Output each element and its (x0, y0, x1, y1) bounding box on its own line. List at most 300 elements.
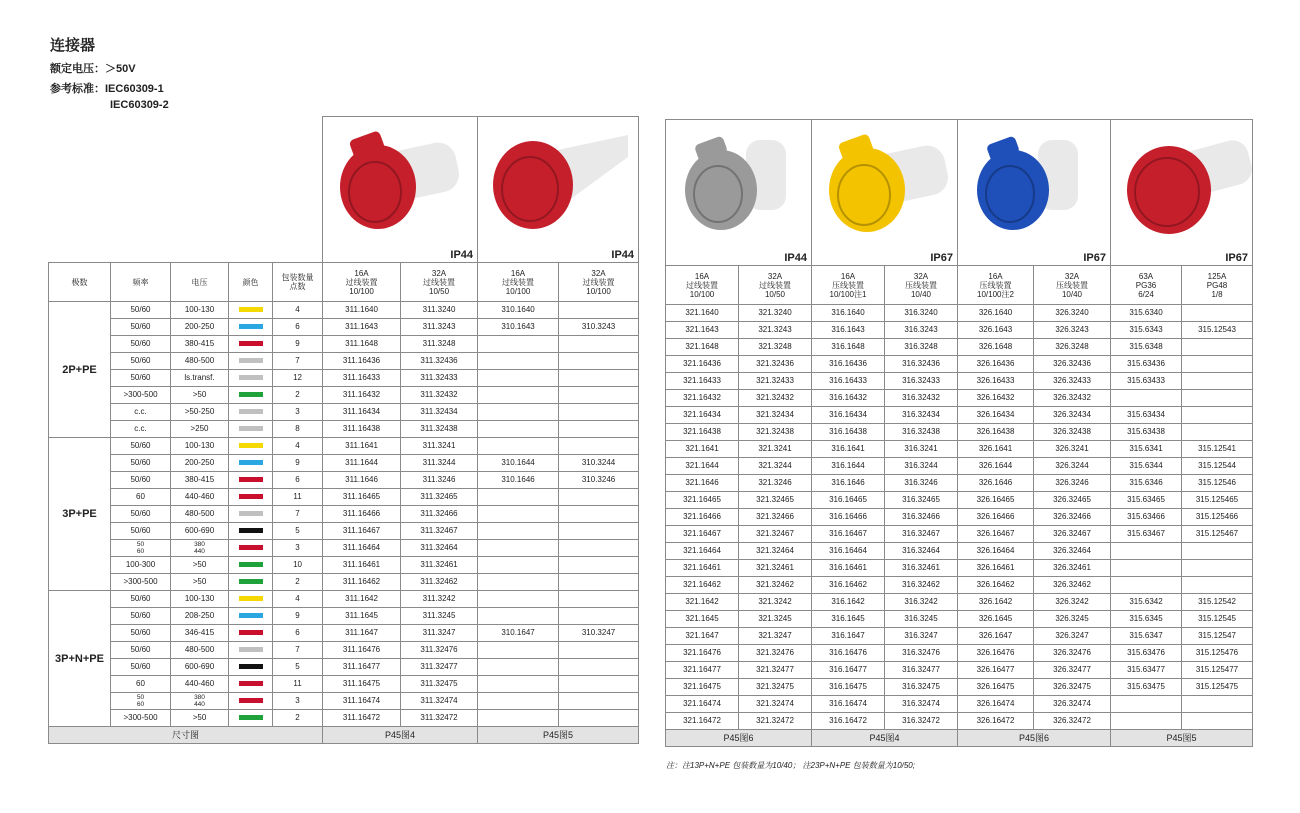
part-number-cell (559, 455, 639, 472)
part-number: 321.32476 (756, 648, 794, 657)
part-number-cell (812, 356, 885, 373)
part-number: 321.16436 (683, 359, 721, 368)
part-number-cell (401, 421, 478, 438)
cell-text: 11 (293, 679, 302, 688)
part-number: 326.32461 (1053, 563, 1091, 572)
color-swatch (239, 494, 263, 499)
part-number-cell (1034, 560, 1111, 577)
part-number: 321.3247 (758, 631, 792, 640)
ip-rating-label: IP44 (450, 249, 474, 261)
part-number-cell (958, 458, 1034, 475)
cell-text: 200-250 (184, 458, 215, 467)
part-number-cell (666, 611, 739, 628)
part-number: 315.6341 (1129, 444, 1163, 453)
frequency-cell (111, 336, 171, 353)
col-header-line: 10/100注2 (977, 289, 1014, 299)
part-number-cell (323, 472, 401, 489)
pole-group-label (49, 302, 111, 438)
pack-qty-cell (273, 574, 323, 591)
cell-text: 2 (295, 577, 300, 586)
voltage-cell (171, 591, 229, 608)
part-number: 316.32464 (902, 546, 940, 555)
table-row (49, 421, 639, 438)
color-cell (229, 591, 273, 608)
color-cell (229, 370, 273, 387)
part-number-cell (885, 577, 958, 594)
part-number: 326.1643 (978, 325, 1013, 334)
stacked-value: 380 440 (194, 694, 205, 708)
part-number-cell (323, 387, 401, 404)
frequency-cell (111, 557, 171, 574)
product-photo (666, 120, 812, 266)
part-number: 315.12541 (1198, 444, 1236, 453)
part-number: 321.32462 (756, 580, 794, 589)
part-number-cell (1111, 662, 1182, 679)
color-cell (229, 676, 273, 693)
table-row (49, 642, 639, 659)
table-row (666, 509, 1253, 526)
part-number-cell (1034, 713, 1111, 730)
part-number-cell (666, 560, 739, 577)
pole-group-text: 2P+PE (62, 363, 97, 376)
part-number-cell (1034, 543, 1111, 560)
part-number: 326.16465 (976, 495, 1015, 504)
color-cell (229, 455, 273, 472)
part-number-cell (1034, 696, 1111, 713)
part-number-cell (1182, 713, 1253, 730)
footer-text: P45图4 (385, 730, 416, 740)
part-number-cell (812, 526, 885, 543)
rated-voltage-line: 额定电压：＞50V (50, 63, 136, 75)
col-header-line: 10/100 (689, 289, 715, 299)
part-number: 316.16432 (829, 393, 867, 402)
part-number-cell (559, 693, 639, 710)
frequency-cell (111, 319, 171, 336)
table-row (49, 608, 639, 625)
col-header-voltage-text: 电压 (191, 277, 208, 287)
part-number-cell (958, 424, 1034, 441)
col-header-line: 32A (767, 271, 783, 281)
color-swatch (239, 596, 263, 601)
cell-text: 7 (295, 509, 300, 518)
part-number-cell (323, 489, 401, 506)
col-header-line: 过线装置 (759, 280, 791, 290)
frequency-cell (111, 353, 171, 370)
part-number: 316.3247 (904, 631, 938, 640)
table-row (666, 339, 1253, 356)
frequency-cell (111, 591, 171, 608)
part-number-cell (323, 676, 401, 693)
table-row (666, 458, 1253, 475)
color-cell (229, 608, 273, 625)
cell-text: 4 (295, 441, 300, 450)
cell-text: 600-690 (184, 526, 215, 535)
color-cell (229, 387, 273, 404)
part-number-cell (812, 713, 885, 730)
table-row (49, 319, 639, 336)
part-number-cell (666, 594, 739, 611)
part-number: 326.16462 (976, 580, 1015, 589)
color-cell (229, 319, 273, 336)
table-row (49, 574, 639, 591)
part-number-cell (958, 543, 1034, 560)
part-number-cell (1111, 475, 1182, 492)
part-number-cell (1111, 339, 1182, 356)
part-number: 311.3248 (422, 339, 456, 348)
part-number: 311.32461 (420, 560, 458, 569)
product-photo (323, 117, 478, 263)
cell-text: 50/60 (130, 628, 151, 637)
part-number: 311.32466 (420, 509, 458, 518)
part-number: 311.32465 (420, 492, 458, 501)
part-number-cell (885, 645, 958, 662)
color-cell (229, 472, 273, 489)
col-header-line: 125A (1207, 271, 1227, 281)
part-number: 315.6347 (1129, 631, 1163, 640)
part-number-cell (1034, 662, 1111, 679)
col-header-line: 压线装置 (979, 280, 1012, 290)
part-number: 326.1648 (978, 342, 1013, 351)
part-number: 326.16433 (976, 376, 1015, 385)
part-number-cell (739, 662, 812, 679)
part-number: 311.16477 (342, 662, 381, 671)
part-number-cell (323, 506, 401, 523)
cell-text: >50-250 (184, 407, 215, 416)
part-number-cell (559, 421, 639, 438)
part-number: 315.6340 (1129, 308, 1163, 317)
part-number-cell (1034, 390, 1111, 407)
part-number: 315.63475 (1127, 682, 1165, 691)
part-number-cell (812, 492, 885, 509)
part-number: 326.16476 (976, 648, 1015, 657)
col-header-voltage (171, 263, 229, 302)
voltage-cell (171, 319, 229, 336)
part-number: 310.1640 (501, 305, 535, 314)
part-number-cell (958, 560, 1034, 577)
part-number: 321.16432 (683, 393, 721, 402)
part-number: 326.1644 (978, 461, 1013, 470)
part-number-cell (401, 404, 478, 421)
part-number-cell (1111, 322, 1182, 339)
part-number-cell (812, 424, 885, 441)
part-number: 321.16433 (683, 376, 721, 385)
voltage-cell (171, 336, 229, 353)
part-number: 311.3245 (422, 611, 456, 620)
col-header-line: 32A (1064, 271, 1080, 281)
right-catalog-table (665, 119, 1253, 747)
table-row (49, 472, 639, 489)
part-number: 316.32436 (902, 359, 940, 368)
part-number-cell (885, 713, 958, 730)
color-swatch (239, 613, 263, 618)
color-swatch (239, 681, 263, 686)
table-row (666, 560, 1253, 577)
cell-text: c.c. (134, 407, 147, 416)
cell-text: 10 (293, 560, 302, 569)
part-number: 326.16436 (976, 359, 1015, 368)
part-number: 321.32461 (756, 563, 794, 572)
color-cell (229, 557, 273, 574)
part-number: 316.3245 (904, 614, 938, 623)
part-number-cell (1111, 679, 1182, 696)
voltage-cell (171, 455, 229, 472)
cell-text: 50/60 (130, 356, 151, 365)
part-number-cell (666, 509, 739, 526)
color-swatch (239, 324, 263, 329)
part-number: 321.32434 (756, 410, 794, 419)
pack-line: 包装数量 (281, 273, 314, 282)
part-number-cell (885, 526, 958, 543)
color-swatch (239, 528, 263, 533)
part-number: 326.16464 (976, 546, 1015, 555)
col-header-line: 过线装置 (423, 277, 456, 287)
pack-qty-cell (273, 625, 323, 642)
part-number-cell (885, 339, 958, 356)
part-number: 326.1646 (978, 478, 1013, 487)
part-number: 315.12542 (1198, 597, 1236, 606)
frequency-cell (111, 404, 171, 421)
part-number: 311.16466 (342, 509, 381, 518)
part-number: 321.16434 (683, 410, 721, 419)
cell-text: 50/60 (130, 339, 151, 348)
part-number-cell (401, 336, 478, 353)
part-number-cell (323, 421, 401, 438)
part-number: 326.32434 (1053, 410, 1091, 419)
part-number: 326.16434 (976, 410, 1015, 419)
pack-qty-cell (273, 302, 323, 319)
cell-text: 100-130 (184, 441, 215, 450)
part-number: 311.1640 (345, 305, 378, 314)
table-row (666, 713, 1253, 730)
part-number-cell (478, 353, 559, 370)
pack-qty-cell (273, 523, 323, 540)
part-number-cell (1111, 407, 1182, 424)
frequency-cell (111, 625, 171, 642)
color-swatch (239, 715, 263, 720)
part-number-cell (885, 679, 958, 696)
part-number: 316.1645 (831, 614, 865, 623)
part-number-cell (1111, 492, 1182, 509)
cell-text: >300-500 (123, 713, 158, 722)
table-row (666, 322, 1253, 339)
part-number: 311.16433 (342, 373, 381, 382)
part-number: 326.16472 (976, 716, 1015, 725)
part-number-cell (1034, 475, 1111, 492)
part-number-cell (1182, 679, 1253, 696)
part-number-cell (812, 339, 885, 356)
color-cell (229, 659, 273, 676)
part-number: 316.16475 (829, 682, 867, 691)
part-number: 315.63438 (1127, 427, 1165, 436)
part-number-cell (1182, 390, 1253, 407)
table-row (666, 611, 1253, 628)
part-number: 311.16467 (342, 526, 381, 535)
part-number-cell (739, 628, 812, 645)
part-number: 316.32475 (902, 682, 940, 691)
part-number: 311.32432 (420, 390, 458, 399)
part-number-cell (812, 577, 885, 594)
cell-text: ls.transf. (184, 373, 215, 382)
col-header-c4 (559, 263, 639, 302)
table-row (49, 404, 639, 421)
part-number-cell (559, 625, 639, 642)
part-number-cell (1034, 305, 1111, 322)
part-number-cell (666, 441, 739, 458)
part-number-cell (1111, 577, 1182, 594)
table-row (49, 659, 639, 676)
frequency-cell (111, 438, 171, 455)
part-number: 316.16434 (829, 410, 867, 419)
part-number-cell (885, 407, 958, 424)
part-number: 316.1640 (831, 308, 865, 317)
part-number: 326.3240 (1055, 308, 1089, 317)
part-number-cell (478, 574, 559, 591)
col-header (958, 266, 1034, 305)
color-cell (229, 540, 273, 557)
part-number: 326.32464 (1053, 546, 1091, 555)
part-number: 316.3241 (904, 444, 938, 453)
part-number-cell (1111, 441, 1182, 458)
part-number: 316.3243 (904, 325, 938, 334)
part-number-cell (666, 356, 739, 373)
part-number-cell (885, 509, 958, 526)
voltage-cell (171, 438, 229, 455)
cell-text: 5 (295, 526, 300, 535)
part-number-cell (666, 407, 739, 424)
part-number-cell (666, 645, 739, 662)
part-number: 321.16461 (683, 563, 721, 572)
table-row (666, 662, 1253, 679)
table-row (49, 336, 639, 353)
part-number: 316.32466 (902, 512, 940, 521)
color-cell (229, 506, 273, 523)
part-number: 321.32477 (756, 665, 794, 674)
part-number-cell (958, 373, 1034, 390)
part-number-cell (812, 390, 885, 407)
color-cell (229, 404, 273, 421)
footer-text: P45图5 (1166, 733, 1197, 743)
part-number-cell (812, 696, 885, 713)
part-number: 321.32472 (756, 716, 794, 725)
part-number-cell (323, 336, 401, 353)
part-number-cell (812, 560, 885, 577)
pole-group-label (49, 591, 111, 727)
cell-text: 11 (293, 492, 302, 501)
table-row (49, 625, 639, 642)
product-photo (958, 120, 1111, 266)
col-header (1034, 266, 1111, 305)
part-number: 326.32475 (1053, 682, 1091, 691)
col-header-line: 过线装置 (502, 277, 535, 287)
part-number-cell (958, 356, 1034, 373)
part-number-cell (1111, 458, 1182, 475)
cell-text: 50/60 (130, 322, 151, 331)
part-number-cell (1182, 628, 1253, 645)
part-number: 321.32475 (756, 682, 794, 691)
part-number-cell (739, 458, 812, 475)
part-number-cell (1182, 458, 1253, 475)
part-number-cell (885, 543, 958, 560)
part-number-cell (559, 319, 639, 336)
part-number-cell (559, 489, 639, 506)
part-number: 321.3245 (758, 614, 792, 623)
part-number: 326.3241 (1055, 444, 1089, 453)
part-number-cell (958, 339, 1034, 356)
part-number: 326.16432 (976, 393, 1015, 402)
part-number-cell (1111, 390, 1182, 407)
part-number-cell (885, 305, 958, 322)
part-number-cell (1111, 424, 1182, 441)
cell-text: 50/60 (130, 441, 151, 450)
part-number: 311.32476 (420, 645, 458, 654)
part-number-cell (323, 591, 401, 608)
col-header-line: 6/24 (1138, 289, 1154, 299)
part-number: 310.1643 (501, 322, 535, 331)
part-number: 316.16465 (829, 495, 867, 504)
part-number-cell (559, 370, 639, 387)
part-number-cell (401, 523, 478, 540)
pole-group-text: 3P+N+PE (55, 652, 104, 665)
part-number: 321.1642 (685, 597, 719, 606)
product-photo (478, 117, 639, 263)
voltage-cell (171, 574, 229, 591)
col-header-line: 32A (431, 268, 447, 278)
cell-text: 440-460 (184, 492, 215, 501)
part-number-cell (478, 404, 559, 421)
cell-text: 50/60 (130, 458, 151, 467)
part-number-cell (812, 475, 885, 492)
part-number-cell (1182, 662, 1253, 679)
part-number-cell (958, 577, 1034, 594)
part-number: 321.1648 (685, 342, 719, 351)
part-number-cell (1111, 356, 1182, 373)
part-number-cell (739, 305, 812, 322)
part-number: 315.6344 (1129, 461, 1163, 470)
part-number: 321.32433 (756, 376, 794, 385)
col-header-line: 10/50 (429, 286, 450, 296)
part-number: 321.32464 (756, 546, 794, 555)
part-number-cell (323, 710, 401, 727)
part-number-cell (1034, 407, 1111, 424)
color-swatch (239, 426, 263, 431)
part-number-cell (401, 710, 478, 727)
frequency-cell (111, 540, 171, 557)
part-number-cell (323, 319, 401, 336)
table-row (49, 693, 639, 710)
color-swatch (239, 562, 263, 567)
part-number: 315.125475 (1195, 682, 1239, 691)
part-number-cell (739, 356, 812, 373)
ip-rating-label: IP44 (611, 249, 635, 261)
color-cell (229, 353, 273, 370)
part-number-cell (1182, 441, 1253, 458)
part-number: 316.32474 (902, 699, 940, 708)
color-swatch (239, 545, 263, 550)
part-number-cell (478, 455, 559, 472)
cell-text: 50/60 (130, 373, 151, 382)
color-swatch (239, 392, 263, 397)
voltage-cell (171, 540, 229, 557)
frequency-cell (111, 574, 171, 591)
part-number-cell (885, 594, 958, 611)
part-number-cell (401, 676, 478, 693)
part-number: 321.3246 (758, 478, 792, 487)
part-number: 316.16466 (829, 512, 867, 521)
footer-text: P45图6 (723, 733, 754, 743)
part-number-cell (958, 594, 1034, 611)
part-number: 316.32434 (902, 410, 940, 419)
color-cell (229, 710, 273, 727)
